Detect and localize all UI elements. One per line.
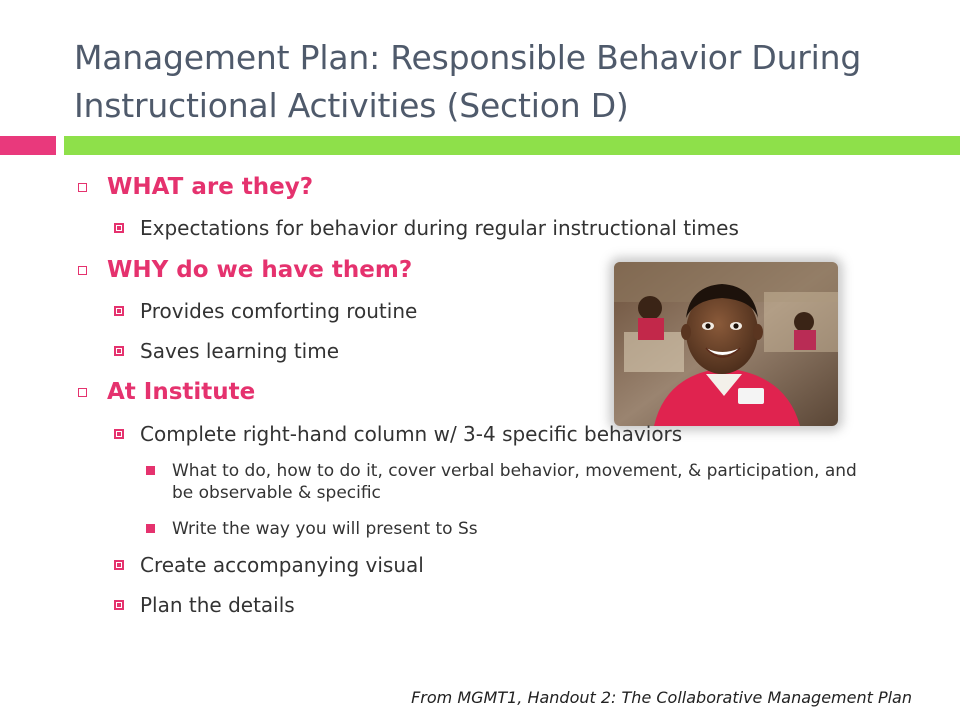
bullet-item	[114, 553, 424, 577]
square-bullet-icon	[114, 306, 124, 316]
hollow-square-bullet-icon	[78, 266, 87, 275]
heading-text: At Institute	[107, 379, 256, 405]
bullet-heading-what	[78, 174, 313, 200]
square-bullet-icon	[114, 346, 124, 356]
bullet-heading-why	[78, 257, 412, 283]
square-bullet-icon	[114, 429, 124, 439]
bullet-heading-institute	[78, 379, 255, 405]
square-bullet-icon	[114, 560, 124, 570]
item-text: Create accompanying visual	[140, 553, 424, 577]
filled-square-bullet-icon	[146, 524, 155, 533]
bullet-item	[114, 299, 417, 323]
square-bullet-icon	[114, 223, 124, 233]
bullet-item	[114, 216, 739, 240]
student-photo	[614, 262, 838, 426]
heading-text: WHY do we have them?	[107, 257, 413, 283]
item-text: Plan the details	[140, 593, 295, 617]
source-footer: From MGMT1, Handout 2: The Collaborative Management Plan	[411, 688, 912, 707]
item-text: Complete right-hand column w/ 3-4 specific behaviors	[140, 422, 683, 446]
filled-square-bullet-icon	[146, 466, 155, 475]
item-text: Saves learning time	[140, 339, 340, 363]
square-bullet-icon	[114, 600, 124, 610]
sub-bullet-item	[146, 518, 866, 540]
heading-text: WHAT are they?	[107, 174, 314, 200]
item-text: Provides comforting routine	[140, 299, 418, 323]
bullet-item	[114, 593, 295, 617]
bullet-item	[114, 422, 682, 446]
accent-bar-green	[64, 136, 960, 155]
sub-bullet-item	[146, 460, 866, 504]
bullet-item	[114, 339, 339, 363]
accent-bar-pink	[0, 136, 56, 155]
slide-title: Management Plan: Responsible Behavior During Instructional Activities (Section D)	[74, 38, 862, 125]
student-photo-image	[614, 262, 838, 426]
hollow-square-bullet-icon	[78, 388, 87, 397]
sub-item-text: Write the way you will present to Ss	[172, 519, 478, 539]
item-text: Expectations for behavior during regular instructional times	[140, 216, 739, 240]
hollow-square-bullet-icon	[78, 183, 87, 192]
sub-item-text: What to do, how to do it, cover verbal behavior, movement, & participation, and be observable & specific	[172, 461, 857, 503]
